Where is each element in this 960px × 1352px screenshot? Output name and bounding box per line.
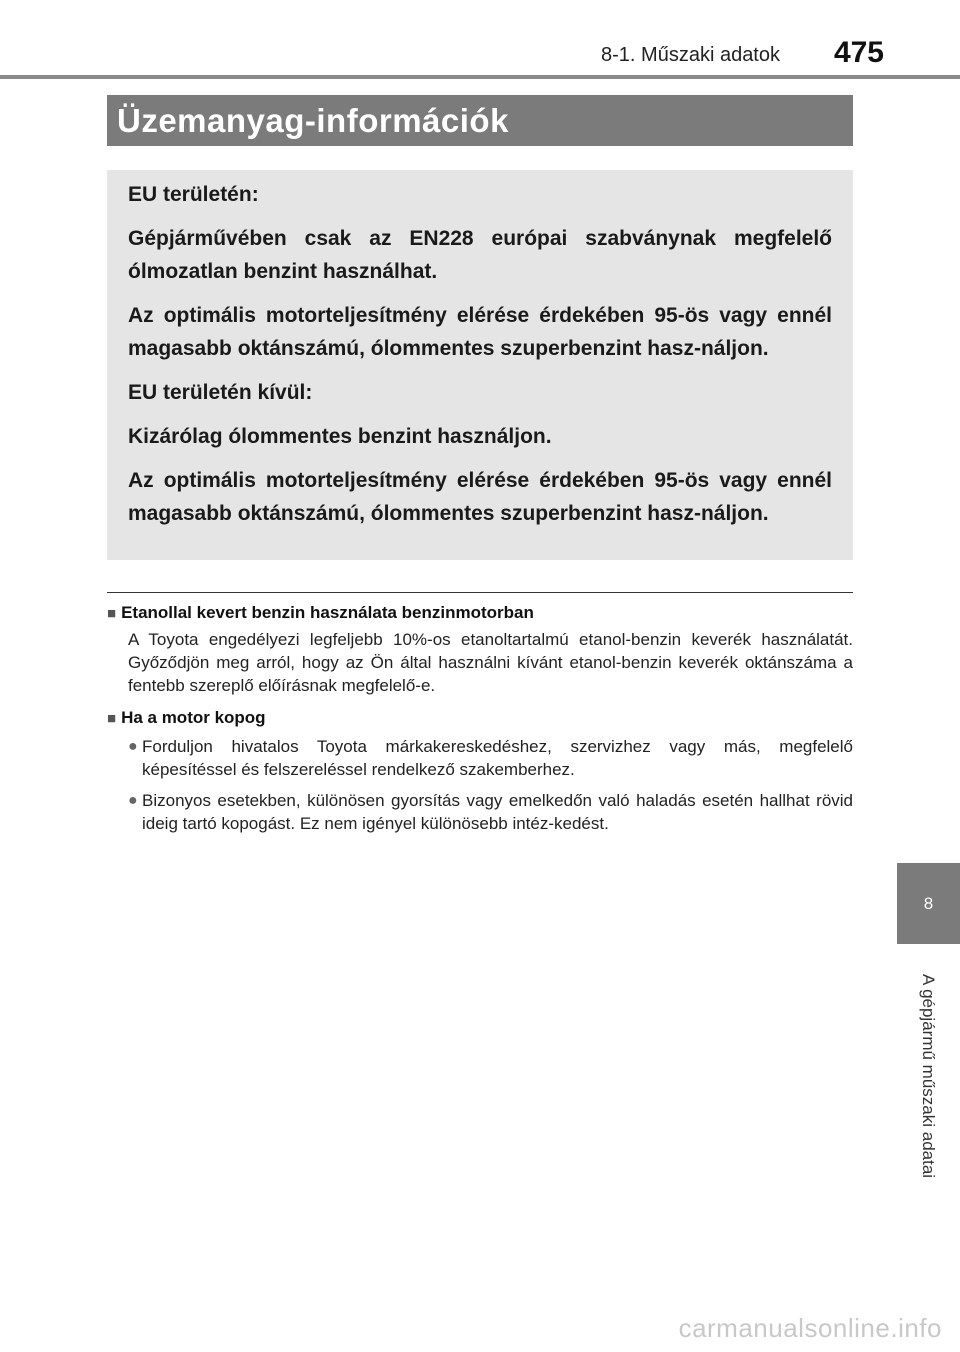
header-rule bbox=[0, 75, 960, 79]
bullet-text: Bizonyos esetekben, különösen gyorsítás vagy emelkedőn való haladás esetén hallhat rövid ideig tartó kopogást. Ez nem igényel különösebb intéz-kedést. bbox=[142, 791, 853, 833]
page-number: 475 bbox=[833, 36, 884, 69]
title-bar bbox=[107, 95, 853, 146]
watermark: carmanualsonline.info bbox=[678, 1313, 942, 1343]
chapter-number: 8 bbox=[923, 893, 934, 913]
bullet-text: Forduljon hivatalos Toyota márkakereskedéshez, szervizhez vagy más, megfelelő képesítéssel és felszereléssel rendelkező szakemberhez. bbox=[142, 737, 853, 779]
chapter-tab[interactable] bbox=[897, 863, 960, 944]
info-paragraph: Kizárólag ólommentes benzint használjon. bbox=[128, 425, 552, 448]
section-divider bbox=[107, 592, 853, 593]
square-bullet-icon: ■ bbox=[107, 605, 117, 622]
notes-section bbox=[107, 601, 853, 835]
circle-bullet-icon: ● bbox=[128, 738, 138, 755]
page-header bbox=[0, 0, 960, 80]
note-title: ■ Etanollal kevert benzin használata benzinmotorban bbox=[107, 603, 534, 622]
info-paragraph: EU területén: bbox=[128, 183, 259, 206]
section-title: 8-1. Műszaki adatok bbox=[601, 44, 780, 66]
info-paragraph: Az optimális motorteljesítmény elérése érdekében 95-ös vagy ennél magasabb oktánszámú, ólommentes szuperbenzint hasz-náljon. bbox=[128, 469, 832, 525]
info-paragraph: EU területén kívül: bbox=[128, 381, 313, 404]
info-paragraph: Az optimális motorteljesítmény elérése érdekében 95-ös vagy ennél magasabb oktánszámú, ólommentes szuperbenzint hasz-náljon. bbox=[128, 304, 832, 360]
list-item bbox=[128, 789, 853, 835]
info-paragraph: Gépjárművében csak az EN228 európai szabványnak megfelelő ólmozatlan benzint használhat. bbox=[128, 227, 832, 283]
note-title: ■ Ha a motor kopog bbox=[107, 708, 266, 727]
note-knocking bbox=[107, 706, 853, 835]
square-bullet-icon: ■ bbox=[107, 710, 117, 727]
list-item bbox=[128, 735, 853, 781]
page-title: Üzemanyag-információk bbox=[117, 102, 509, 139]
fuel-info-box bbox=[107, 170, 853, 560]
note-ethanol bbox=[107, 601, 853, 697]
chapter-label: A gépjármű műszaki adatai bbox=[919, 973, 938, 1179]
note-body: A Toyota engedélyezi legfeljebb 10%-os etanoltartalmú etanol-benzin keverék használatát. Győződjön meg arról, hogy az Ön által használni kívánt etanol-benzin keverék oktánszáma a fentebb szereplő előírásnak megfelelő-e. bbox=[128, 630, 853, 695]
circle-bullet-icon: ● bbox=[128, 792, 138, 809]
